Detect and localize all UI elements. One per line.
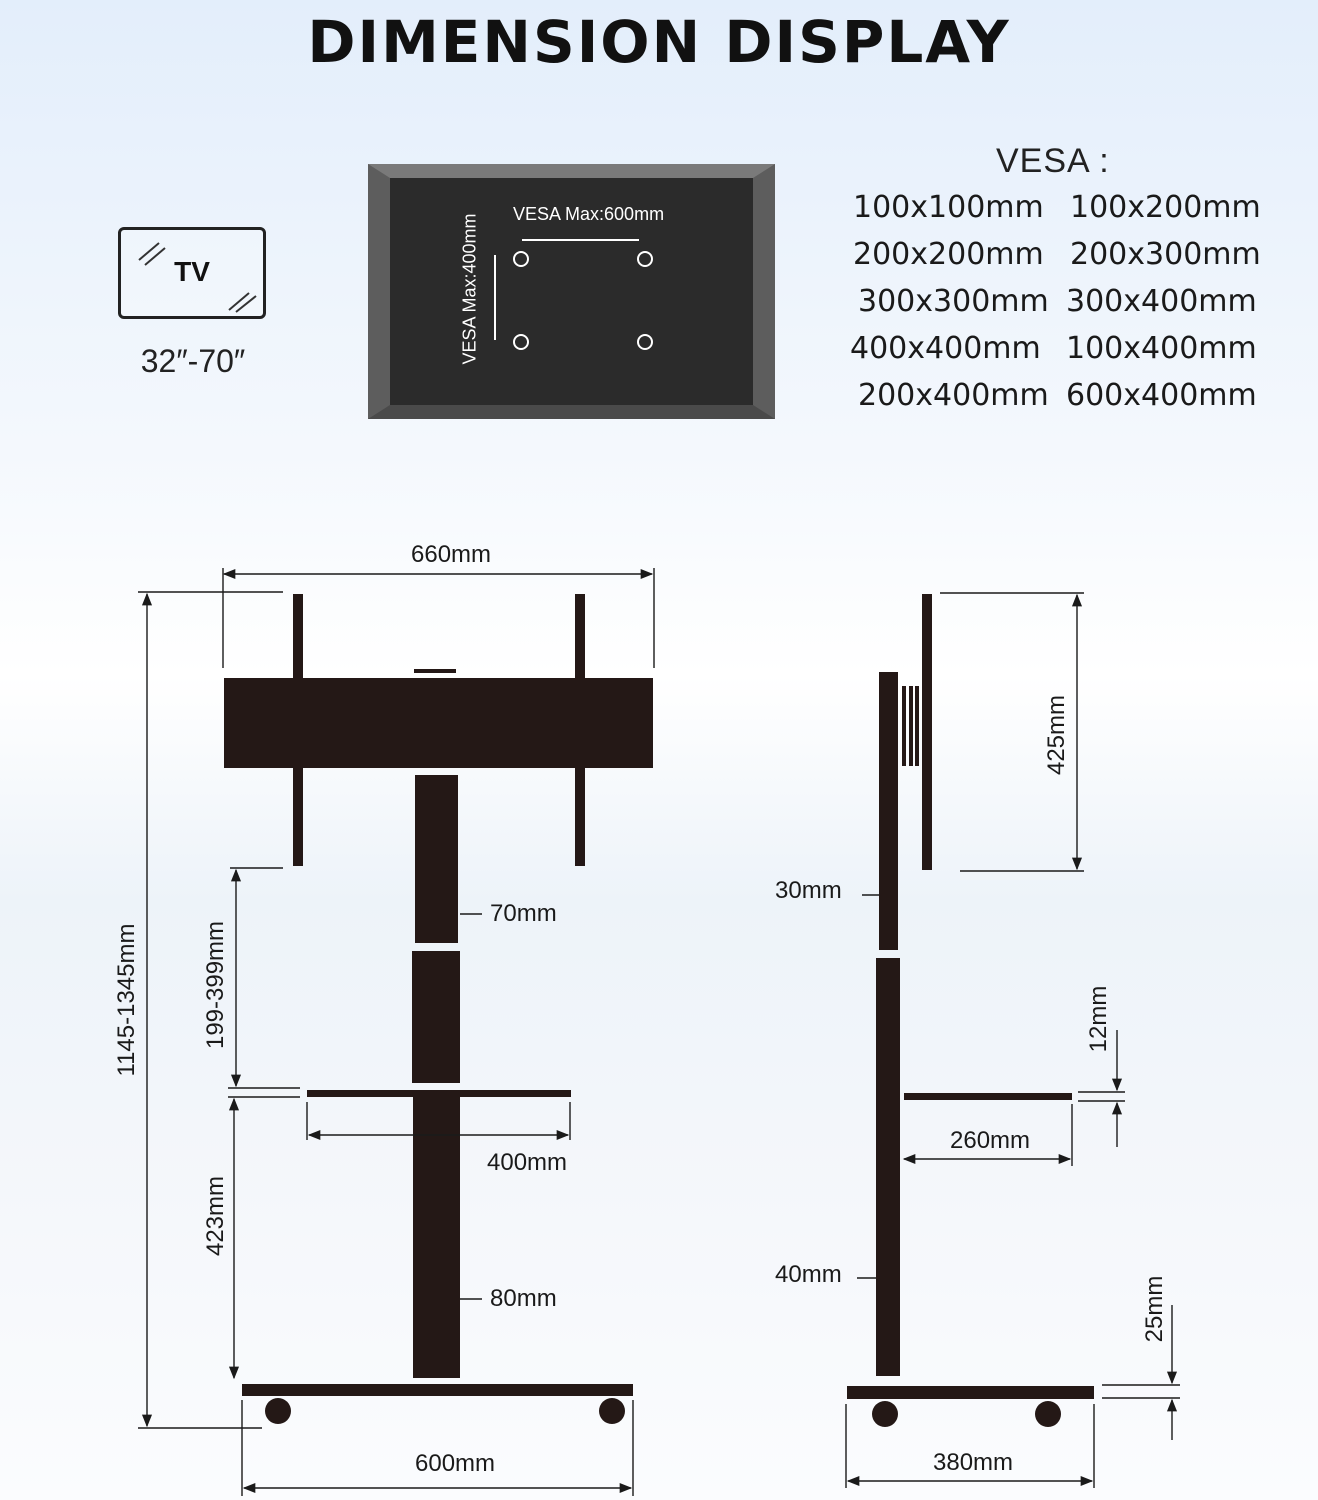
front-lower-height-label: 423mm [202,1175,229,1257]
front-wheel [265,1398,291,1424]
side-base-depth-label: 380mm [933,1449,1014,1476]
vesa-size: 600x400mm [1066,378,1257,413]
vesa-max-width-label: VESA Max:600mm [513,204,665,224]
page-title: DIMENSION DISPLAY [307,8,1011,76]
front-shelf-width-label: 400mm [487,1149,568,1176]
vesa-size: 100x400mm [1066,331,1257,366]
side-bracket [902,686,906,766]
front-top-cap [414,669,456,673]
front-base [242,1384,633,1396]
front-lower-pole [413,1097,460,1378]
front-view-stand [224,594,653,1424]
vesa-max-height-label: VESA Max:400mm [459,213,480,365]
vesa-size: 300x300mm [858,284,1049,319]
front-upper-pole [415,775,458,943]
side-upper-pole-label: 30mm [775,877,842,904]
front-upper-pole-label: 70mm [490,900,557,927]
side-wheel [1035,1401,1061,1427]
front-lower-pole-label: 80mm [490,1285,557,1312]
side-shelf-depth-label: 260mm [950,1127,1031,1154]
side-shelf-thickness-label: 12mm [1085,985,1112,1053]
tv-size-range: 32″-70″ [140,343,246,379]
front-middle-pole [412,951,460,1083]
side-wheel [872,1401,898,1427]
vesa-size: 400x400mm [850,331,1041,366]
front-width-top-label: 660mm [411,541,492,568]
side-lower-pole [876,958,900,1376]
side-bracket [909,686,913,766]
vesa-size: 100x200mm [1070,190,1261,225]
front-wheel [599,1398,625,1424]
front-adjust-height-label: 199-399mm [202,920,229,1050]
side-base-thickness-label: 25mm [1141,1275,1168,1343]
tv-label: TV [174,256,210,287]
front-mount-bar [224,678,653,768]
vesa-size: 100x100mm [853,190,1044,225]
front-base-width-label: 600mm [415,1450,496,1477]
side-upper-pole [879,672,898,950]
front-shelf [307,1090,571,1097]
side-shelf [904,1093,1072,1100]
side-lower-pole-label: 40mm [775,1261,842,1288]
vesa-size: 200x200mm [853,237,1044,272]
vesa-plate [368,164,775,419]
vesa-size: 200x300mm [1070,237,1261,272]
front-total-height-label: 1145-1345mm [113,923,140,1077]
vesa-size: 300x400mm [1066,284,1257,319]
side-bracket [915,686,919,766]
vesa-size: 200x400mm [858,378,1049,413]
side-base [847,1386,1094,1399]
vesa-heading: VESA : [996,142,1110,180]
side-mount-rail [922,594,932,870]
side-mount-height-label: 425mm [1043,694,1070,776]
